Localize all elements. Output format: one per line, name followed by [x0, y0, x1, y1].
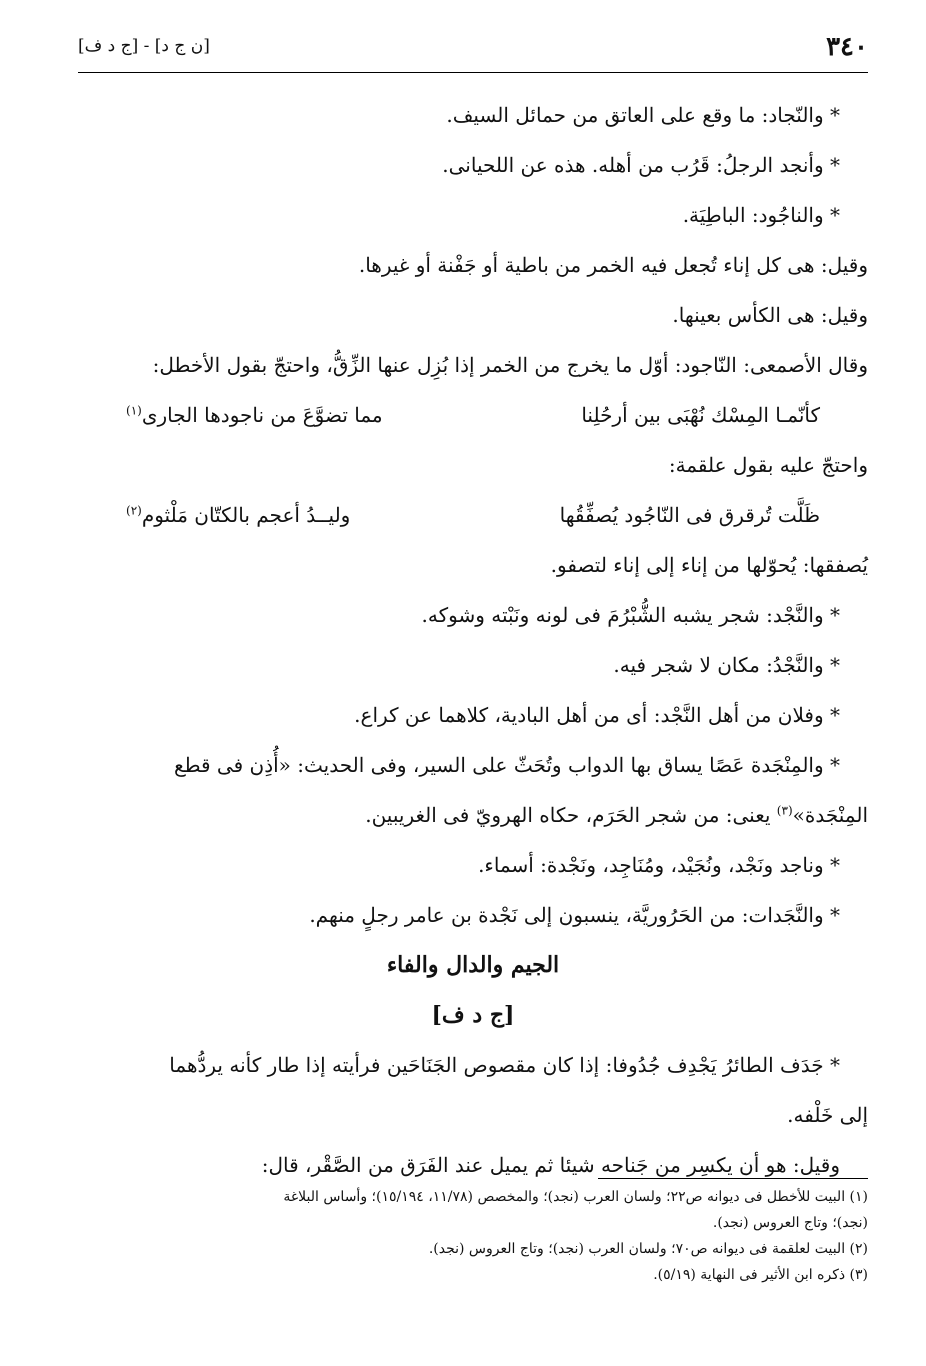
- footnote-ref: (٣): [776, 803, 793, 818]
- paragraph: * والنَّجْدُ: مكان لا شجر فيه.: [613, 653, 840, 677]
- running-head: [ن ج د] - [ج د ف]: [78, 36, 210, 56]
- paragraph-hadith-line1: * والمِنْجَدة عَصًا يساق بها الدواب وتُحَثّ على السير، وفى الحديث: «أُذِن فى قطع: [173, 753, 840, 777]
- page-number: ٣٤٠: [826, 32, 868, 62]
- paragraph: * وناجد ونَجْد، ونُجَيْد، ومُنَاجِد، ونَجْدة: أسماء.: [478, 853, 840, 877]
- footnote-ref: (١): [126, 403, 142, 418]
- paragraph: إلى خَلْفه.: [787, 1103, 868, 1127]
- paragraph: * وأنجد الرجلُ: قَرُب من أهله. هذه عن اللحيانى.: [442, 153, 840, 177]
- paragraph: * وفلان من أهل النَّجْد: أى من أهل البادية، كلاهما عن كراع.: [354, 703, 840, 727]
- paragraph: * جَدَف الطائرُ يَجْدِف جُدُوفا: إذا كان مقصوص الجَنَاحَين فرأيته إذا طار كأنه يردُّهما: [169, 1053, 840, 1077]
- paragraph: * والناجُود: الباطِيَة.: [682, 203, 840, 227]
- section-title: الجيم والدال والفاء: [386, 952, 560, 978]
- footnote-3: (٣) ذكره ابن الأثير فى النهاية (٥/١٩).: [653, 1267, 868, 1283]
- footnotes: [78, 1184, 868, 1288]
- verse-text: مما تضوَّعَ من ناجودها الجارى: [141, 403, 383, 427]
- paragraph: * والنّجاد: ما وقع على العاتق من حمائل السيف.: [446, 103, 840, 127]
- page-header: [78, 26, 868, 66]
- hadith-text: يعنى: من شجر الحَرَم، حكاه الهرويّ فى الغريبين.: [365, 803, 777, 827]
- paragraph-hadith-line2: [78, 790, 868, 840]
- root-title: [ج د ف]: [431, 1002, 515, 1028]
- verse-first-hemistich: كأنّمـا المِسْك نُهْبَى بين أرحُلِنا: [581, 403, 820, 427]
- verse-first-hemistich: ظَلَّت تُرقرق فى النّاجُود يُصفِّقُها: [559, 503, 820, 527]
- footnote-ref: (٢): [126, 503, 142, 518]
- footnote-rule: [598, 1178, 868, 1179]
- paragraph: يُصفقها: يُحوّلها من إناء إلى إناء لتصفو.: [550, 553, 868, 577]
- footnote-2: (٢) البيت لعلقمة فى ديوانه ص٧٠؛ ولسان العرب (نجد)؛ وتاج العروس (نجد).: [428, 1241, 868, 1257]
- verse-second-hemistich: [126, 490, 350, 540]
- hadith-word: المِنْجَدة»: [792, 803, 868, 827]
- footnote-1: (١) البيت للأخطل فى ديوانه ص٢٢؛ ولسان العرب (نجد)؛ والمخصص (١١/٧٨، ١٥/١٩٤)؛ وأساس البلاغة: [283, 1189, 868, 1205]
- header-rule: [78, 72, 868, 73]
- paragraph: واحتجّ عليه بقول علقمة:: [668, 453, 868, 477]
- paragraph: وقيل: هى كل إناء تُجعل فيه الخمر من باطية أو جَفْنة أو غيرها.: [358, 253, 868, 277]
- paragraph: وقيل: هو أن يكسِر من جَناحه شيئا ثم يميل عند الفَرَق من الصَّقْر، قال:: [261, 1153, 840, 1177]
- paragraph: وقال الأصمعى: النّاجود: أوّل ما يخرج من الخمر إذا بُزِل عنها الزِّقُّ، واحتجّ بقول الأخطل:: [152, 353, 868, 377]
- verse-text: وليــدُ أعجم بالكتّان مَلْثوم: [141, 503, 351, 527]
- paragraph: * والنَّجْد: شجر يشبه الشُّبْرُمَ فى لونه ونَبْته وشوكه.: [421, 603, 840, 627]
- verse-second-hemistich: [126, 390, 383, 440]
- verse-alqama: [78, 490, 868, 540]
- paragraph: وقيل: هى الكأس بعينها.: [672, 303, 868, 327]
- verse-akhtal: [78, 390, 868, 440]
- footnote-1-continued: (نجد)؛ وتاج العروس (نجد).: [712, 1215, 868, 1231]
- paragraph: * والنَّجَدات: من الحَرُوريَّة، ينسبون إلى نَجْدة بن عامر رجلٍ منهم.: [309, 903, 840, 927]
- page-body: [78, 90, 868, 1190]
